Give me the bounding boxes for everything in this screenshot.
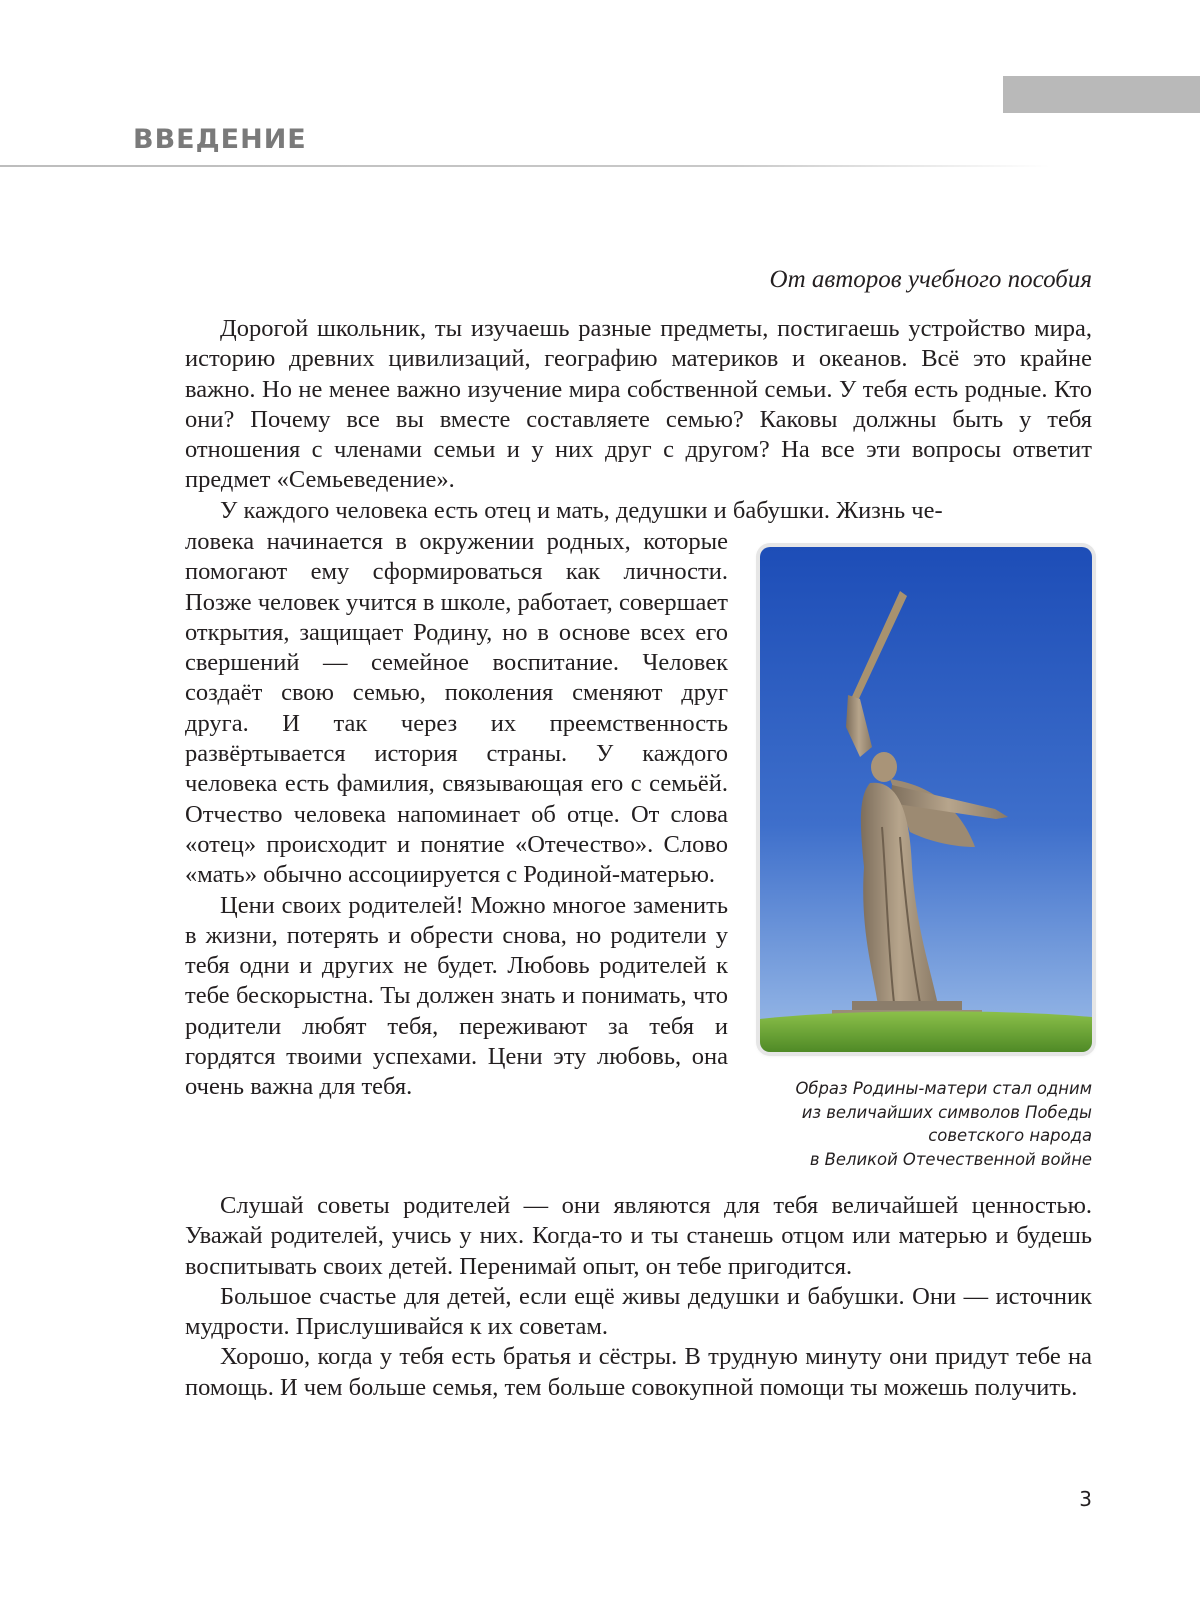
paragraph: Слушай советы родителей — они являются для тебя величайшей ценностью. Уважай родителей, учись у них. Когда-то и ты станешь отцом или матерью и будешь воспитывать своих детей. Перенимай опыт, он тебе пригодится. — [185, 1192, 1092, 1280]
caption-line: в Великой Отечественной войне — [809, 1149, 1092, 1169]
motherland-statue-photo — [760, 547, 1092, 1052]
header-divider — [0, 165, 1050, 167]
corner-tab — [1003, 76, 1200, 113]
text-block-bottom — [185, 1191, 1092, 1403]
statue-illustration — [760, 547, 1092, 1052]
page-number: 3 — [1079, 1487, 1092, 1511]
paragraph: Большое счастье для детей, если ещё живы дедушки и бабушки. Они — источник мудрости. Прислушивайся к их советам. — [185, 1282, 1092, 1341]
paragraph: ловека начинается в окружении родных, которые помогают ему сформироваться как личности. Позже человек учится в школе, работает, совершает открытия, защищает Родину, но в основе всех его свершений — семейное воспитание. Человек создаёт свою семью, поколения сменяют друг друга. И так через их преемственность развёртывается история страны. У каждого человека есть фамилия, связывающая его с семьёй. Отчество человека напоминает об отце. От слова «отец» происходит и понятие «Отечество». Слово «мать» обычно ассоциируется с Родиной-матерью. — [185, 528, 728, 889]
paragraph: У каждого человека есть отец и мать, дедушки и бабушки. Жизнь че- — [220, 496, 943, 524]
paragraph: Хорошо, когда у тебя есть братья и сёстры. В трудную минуту они придут тебе на помощь. И чем больше семья, тем больше совокупной помощи ты можешь получить. — [185, 1343, 1092, 1401]
text-block-left-column — [185, 527, 728, 1103]
caption-line: Образ Родины-матери стал одним — [795, 1079, 1092, 1098]
caption-line: советского народа — [928, 1126, 1092, 1145]
paragraph: Дорогой школьник, ты изучаешь разные предметы, постигаешь устройство мира, историю древних цивилизаций, географию материков и океанов. Всё это крайне важно. Но не менее важно изучение мира собственной семьи. У тебя есть родные. Кто они? Почему все вы вместе составляете семью? Каковы должны быть у тебя отношения с членами семьи и у них друг с другом? На все эти вопросы ответит предмет «Семьеведение». — [185, 315, 1092, 494]
caption-line: из величайших символов Победы — [801, 1102, 1092, 1122]
photo-caption — [760, 1077, 1092, 1171]
section-title: ВВЕДЕНИЕ — [133, 124, 307, 155]
paragraph: Цени своих родителей! Можно многое заменить в жизни, потерять и обрести снова, но родители у тебя одни и других не будет. Любовь родителей к тебе бескорыстна. Ты должен знать и понимать, что родители любят тебя, переживают за тебя и гордятся твоими успехами. Цени эту любовь, она очень важна для тебя. — [185, 891, 728, 1101]
authors-subtitle: От авторов учебного пособия — [769, 266, 1092, 293]
text-block-top — [185, 314, 1092, 526]
